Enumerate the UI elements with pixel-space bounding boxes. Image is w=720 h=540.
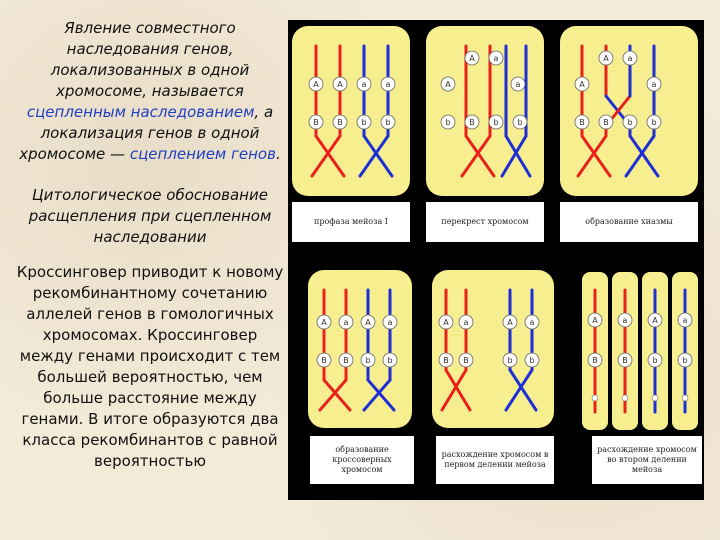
gene-label: a [622, 316, 628, 325]
chromatid-line [316, 136, 344, 176]
centromere-marker [682, 395, 688, 401]
panel-first-division [432, 270, 554, 428]
gene-label: b [385, 118, 391, 127]
term-linked-inheritance: сцепленным наследованием [26, 103, 255, 121]
chromatid-line [320, 380, 346, 410]
gene-label: A [443, 318, 449, 327]
gene-label: b [517, 118, 523, 127]
chromatid-line [368, 380, 394, 410]
chromatid-line [510, 370, 536, 410]
gene-label: a [385, 80, 391, 89]
chromatid-line [442, 370, 466, 410]
gene-label: B [443, 356, 449, 365]
gene-label: a [361, 80, 367, 89]
gene-label: a [529, 318, 535, 327]
gene-label: b [507, 356, 513, 365]
gene-label: B [337, 118, 343, 127]
panel-chiasma [560, 26, 698, 196]
chromatid-line [630, 136, 658, 176]
gene-label: A [313, 80, 319, 89]
chromatid-strip [582, 272, 608, 430]
chromatid-line [582, 136, 610, 176]
chromatid-strip [672, 272, 698, 430]
chromatid-line [312, 136, 340, 176]
chromatid-line [626, 136, 654, 176]
chromosome-drawing [432, 270, 554, 428]
chromatid-line [446, 370, 470, 410]
gene-label: b [387, 356, 393, 365]
panel-crossing [426, 26, 544, 196]
chromatid-drawing [582, 272, 608, 430]
gene-label: A [592, 316, 598, 325]
gene-label: B [622, 356, 628, 365]
panel-second-division [582, 272, 702, 430]
chromatid-line [502, 136, 526, 176]
chromatid-drawing [642, 272, 668, 430]
caption-crossing: перекрест хромосом [426, 202, 544, 242]
gene-label: A [579, 80, 585, 89]
gene-label: B [592, 356, 598, 365]
gene-label: B [343, 356, 349, 365]
panel-prophase [292, 26, 410, 196]
definition-text-3: . [275, 145, 281, 163]
chromatid-line [364, 380, 390, 410]
gene-label: A [652, 316, 658, 325]
gene-label: b [682, 356, 688, 365]
gene-label: A [445, 80, 451, 89]
gene-label: B [313, 118, 319, 127]
chromatid-line [360, 136, 388, 176]
crossover-figure [288, 20, 704, 500]
caption-second-division: расхождение хромосом во втором делении мейоза [592, 436, 702, 484]
chromatid-line [364, 136, 392, 176]
gene-label: a [682, 316, 688, 325]
centromere-marker [622, 395, 628, 401]
chromatid-line [506, 370, 532, 410]
centromere-marker [592, 395, 598, 401]
text-column [14, 18, 286, 472]
definition-paragraph [14, 18, 286, 165]
chromatid-strip [642, 272, 668, 430]
gene-label: A [365, 318, 371, 327]
caption-first-division: расхождение хромосом в первом делении мейоза [436, 436, 554, 484]
gene-label: b [652, 356, 658, 365]
term-gene-linkage: сцеплением генов [129, 145, 276, 163]
gene-label: a [493, 54, 499, 63]
centromere-marker [652, 395, 658, 401]
chromosome-drawing [308, 270, 412, 428]
caption-chiasma: образование хиазмы [560, 202, 698, 242]
gene-label: B [579, 118, 585, 127]
gene-label: b [529, 356, 535, 365]
chromatid-line [324, 380, 350, 410]
crossover-paragraph: Кроссинговер приводит к новому рекомбинантному сочетанию аллелей генов в гомологичных хромосомах. Кроссинговер между генами происходит с тем большей вероятностью, чем больше расстояние между генами. В итоге образуются два класса рекомбинантов с равной вероятностью [16, 263, 284, 470]
gene-label: A [603, 54, 609, 63]
gene-label: A [507, 318, 513, 327]
gene-label: a [515, 80, 521, 89]
caption-crossover-chromosomes: образование кроссоверных хромосом [310, 436, 414, 484]
subtitle-paragraph: Цитологическое обоснование расщепления при сцепленном наследовании [28, 186, 272, 246]
gene-label: a [387, 318, 393, 327]
gene-label: b [361, 118, 367, 127]
chromatid-strip [612, 272, 638, 430]
gene-label: a [651, 80, 657, 89]
gene-label: b [627, 118, 633, 127]
chromatid-drawing [672, 272, 698, 430]
gene-label: A [337, 80, 343, 89]
chromosome-drawing [292, 26, 410, 196]
gene-label: A [469, 54, 475, 63]
gene-label: A [321, 318, 327, 327]
gene-label: a [343, 318, 349, 327]
gene-label: b [493, 118, 499, 127]
chromatid-drawing [612, 272, 638, 430]
definition-text-2: , а локализация генов в одной хромосоме — [19, 103, 274, 163]
gene-label: B [469, 118, 475, 127]
chromatid-line [466, 136, 494, 176]
gene-label: b [651, 118, 657, 127]
panel-crossover-chromosomes [308, 270, 412, 428]
gene-label: B [463, 356, 469, 365]
chromatid-line [578, 136, 606, 176]
chromosome-drawing [426, 26, 544, 196]
chromosome-drawing [560, 26, 698, 196]
gene-label: b [365, 356, 371, 365]
caption-prophase: профаза мейоза I [292, 202, 410, 242]
definition-text-1: Явление совместного наследования генов, локализованных в одной хромосоме, называется [50, 19, 250, 100]
chromatid-line [462, 136, 490, 176]
gene-label: B [321, 356, 327, 365]
gene-label: B [603, 118, 609, 127]
gene-label: a [627, 54, 633, 63]
gene-label: b [445, 118, 451, 127]
gene-label: a [463, 318, 469, 327]
chromatid-line [506, 136, 530, 176]
